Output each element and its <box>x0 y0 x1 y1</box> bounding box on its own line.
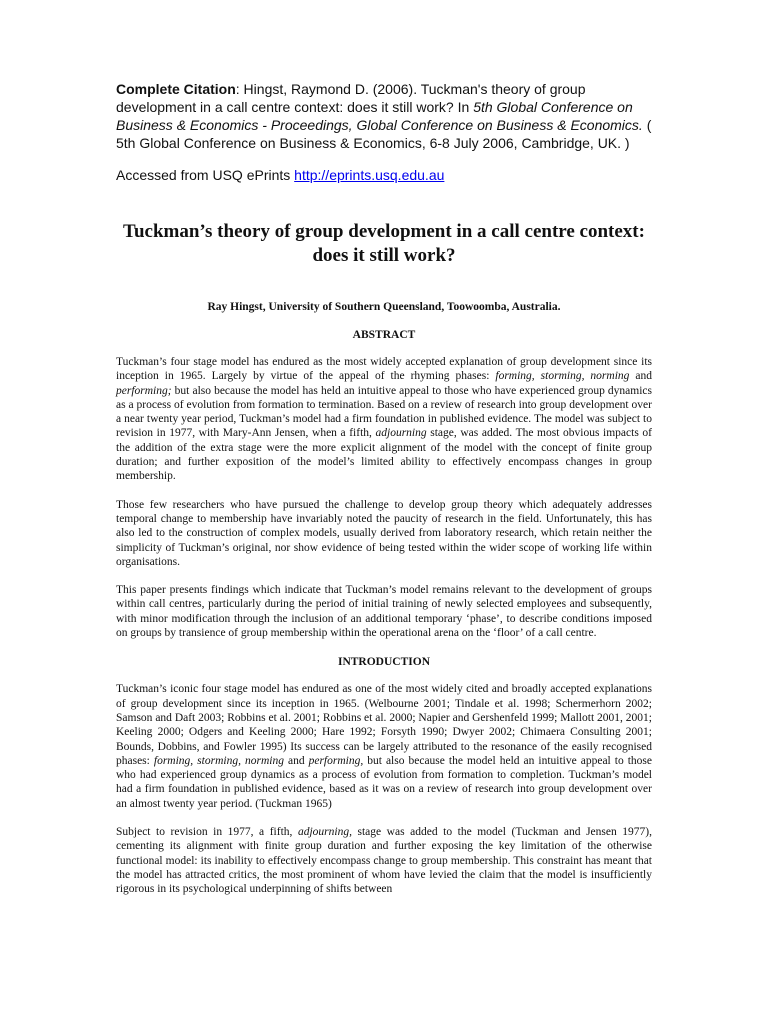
citation-label: Complete Citation <box>116 81 236 97</box>
text-run: but also because the model has held an intuitive appeal to those who have experienced group dynamics as a process of evolution from formation to termination. Based on a review of research into group development over a near twenty year period, Tuckman’s model had a firm foundation in published evidence. The model was subject to revision in 1977, with Mary-Ann Jensen, when a fifth, <box>116 384 652 440</box>
text-run: stage was added to the model (Tuckman and Jensen 1977), cementing its alignment with finite group duration and further exposing the key limitation of the otherwise functional model: its inability to effectively encompass change to group membership. This constraint has meant that the model has attracted critics, the most prominent of whom have levied the claim that the model is insufficiently rigorous in its psychological underpinning of shifts between <box>116 826 652 896</box>
text-run: Tuckman’s iconic four stage model has endured as one of the most widely cited and broadly accepted explanations of group development since its inception in 1965. (Welbourne 2001; Tindale et al. 1998; Schermerhorn 2002; Samson and Daft 2003; Robbins et al. 2001; Robbins et al. 2000; Napier and Gershenfeld 1999; Mallott 2001, 2001; Keeling 2000; Odgers and Keeling 2000; Hare 1992; Forsyth 1990; Dwyer 2002; Chimaera Consulting 2001; Bounds, Dobbins, and Fowler 1995) Its success can be largely attributed to the resonance of the easily recognised phases: <box>116 683 652 767</box>
text-run: but also because the model held an intuitive appeal to those who had experienced group dynamics as a process of evolution from formation to completion. Tuckman’s model had a firm foundation in published evidence, based as it was on a review of research into group development over an almost twenty year period. (Tuckman 1965) <box>116 754 652 810</box>
abstract-paragraph-3: This paper presents findings which indicate that Tuckman’s model remains relevant to the development of groups within call centres, particularly during the period of initial training of newly selected employees and subsequently, with minor modification through the inclusion of an additional temporary ‘phase’, to describe conditions imposed on groups by transience of group membership within the operational arena on the ‘floor’ of a call centre. <box>116 584 652 640</box>
italic-phases: forming, storming, norming <box>153 754 284 767</box>
citation-proceedings: 5th Global Conference on Business & Economics - Proceedings, Global Conference on Business & Economics. <box>116 99 643 133</box>
abstract-heading: ABSTRACT <box>352 329 416 341</box>
italic-phases: forming, storming, norming <box>495 370 630 383</box>
introduction-paragraph-1 <box>116 682 652 811</box>
access-line <box>116 166 652 184</box>
italic-adjourning: adjourning <box>375 427 427 440</box>
citation-conference: ( 5th Global Conference on Business & Economics, 6-8 July 2006, Cambridge, UK. ) <box>116 117 652 151</box>
abstract-paragraph-2: Those few researchers who have pursued the challenge to develop group theory which adequately addresses temporal change to membership have invariably noted the paucity of research in the field. Unfortunately, this has also led to the construction of complex models, usually derived from laboratory research, which retain neither the simplicity of Tuckman’s original, nor show evidence of being tested within the wider scope of working life within organisations. <box>116 498 652 568</box>
introduction-paragraph-2 <box>116 825 652 896</box>
document-page <box>116 80 652 897</box>
text-run: Tuckman’s four stage model has endured as the most widely accepted explanation of group development since its inception in 1965. Largely by virtue of the appeal of the rhyming phases: <box>116 356 652 383</box>
italic-performing: performing, <box>308 754 364 767</box>
access-prefix: Accessed from USQ ePrints <box>116 167 295 183</box>
author-line: Ray Hingst, University of Southern Queensland, Toowoomba, Australia. <box>207 301 561 313</box>
text-run: stage, was added. The most obvious impacts of the addition of the extra stage were the more explicit alignment of the model with the concept of finite group duration; and further exposition of the model’s limited ability to effectively encompass changes in group membership. <box>116 427 652 483</box>
introduction-heading: INTRODUCTION <box>337 656 430 669</box>
text-run: and <box>283 754 309 767</box>
text-run: and <box>629 370 652 383</box>
citation-text: : Hingst, Raymond D. (2006). Tuckman's theory of group development in a call centre context: does it still work? In <box>116 81 586 115</box>
italic-adjourning: adjourning, <box>297 826 352 839</box>
abstract-paragraph-1 <box>116 355 652 484</box>
italic-performing: performing; <box>116 384 172 397</box>
complete-citation <box>116 80 652 152</box>
text-run: Subject to revision in 1977, a fifth, <box>116 826 298 839</box>
eprints-link[interactable]: http://eprints.usq.edu.au <box>294 167 445 183</box>
paper-title: Tuckman’s theory of group development in a call centre context: does it still work? <box>123 221 645 266</box>
